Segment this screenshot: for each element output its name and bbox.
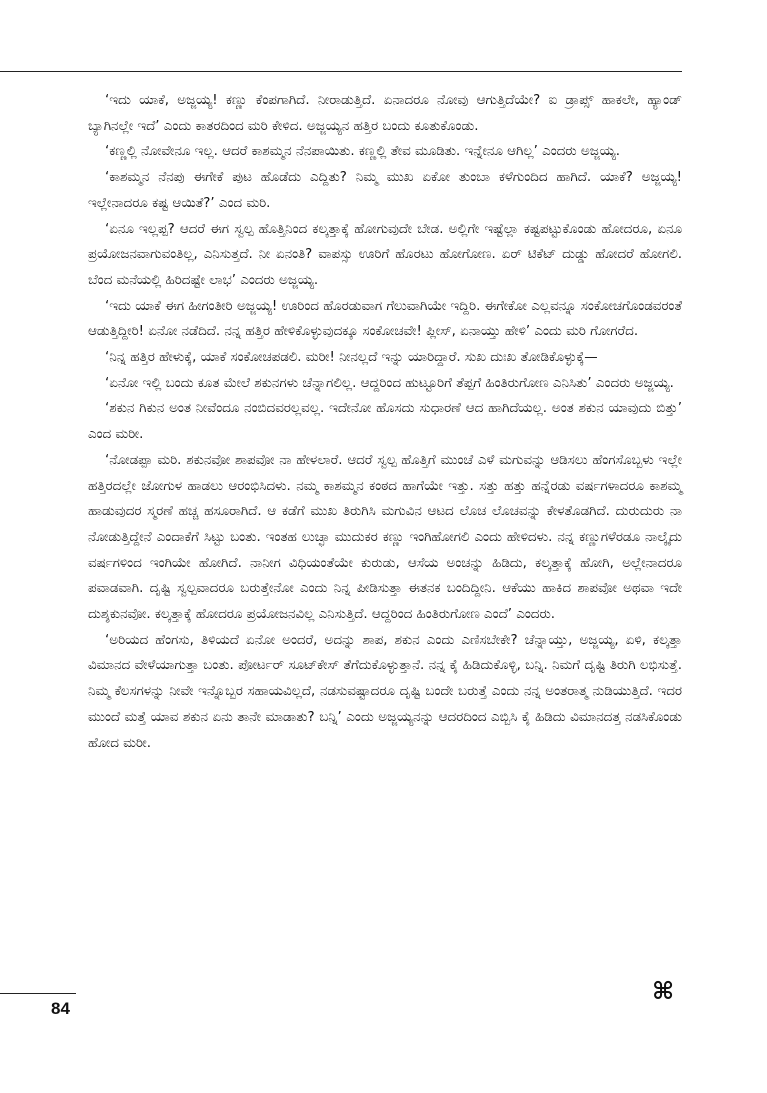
- paragraph: ‘ಇದು ಯಾಕೆ ಈಗ ಹೀಗಂತೀರಿ ಅಜ್ಜಯ್ಯ! ಊರಿಂದ ಹೊರಡುವಾಗ ಗೆಲುವಾಗಿಯೇ ಇದ್ದಿರಿ. ಈಗೇಕೋ ಎಲ್ಲವನ್ನೂ ಸಂಕೋಚಗೊಂಡವರಂತೆ ಆಡುತ್ತಿದ್ದೀರಿ! ಏನೋ ನಡೆದಿದೆ. ನನ್ನ ಹತ್ತಿರ ಹೇಳಿಕೊಳ್ಳುವುದಕ್ಕೂ ಸಂಕೋಚವೇ! ಪ್ಲೀಸ್, ಏನಾಯ್ತು ಹೇಳಿ’ ಎಂದು ಮರಿ ಗೋಗರೆದ.: [88, 298, 682, 340]
- top-rule: [0, 71, 682, 72]
- paragraph: ‘ಕಣ್ಣಲ್ಲಿ ನೋವೇನೂ ಇಲ್ಲ. ಆದರೆ ಕಾಶಮ್ಮನ ನೆನಪಾಯಿತು. ಕಣ್ಣಲ್ಲಿ ತೇವ ಮೂಡಿತು. ಇನ್ನೇನೂ ಆಗಿಲ್ಲ’ ಎಂದರು ಅಜ್ಜಯ್ಯ.: [105, 144, 621, 160]
- paragraph: ‘ನಿನ್ನ ಹತ್ತಿರ ಹೇಳುಕ್ಕೆ, ಯಾಕೆ ಸಂಕೋಚಪಡಲಿ. ಮರೀ! ನೀನಲ್ಲದೆ ಇನ್ನು ಯಾರಿದ್ದಾರೆ. ಸುಖ ದುಃಖ ತೋಡಿಕೊಳ್ಳುಕ್ಕೆ—: [105, 350, 598, 366]
- bottom-rule: [0, 993, 76, 994]
- paragraph: ‘ಕಾಶಮ್ಮನ ನೆನಪು ಈಗೇಕೆ ಪುಟ ಹೊಡೆದು ಎದ್ದಿತು? ನಿಮ್ಮ ಮುಖ ಏಕೋ ತುಂಬಾ ಕಳೆಗುಂದಿದ ಹಾಗಿದೆ. ಯಾಕೆ? ಅಜ್ಜಯ್ಯ! ಇಲ್ಲೇನಾದರೂ ಕಷ್ಟ ಆಯಿತೆ?’ ಎಂದ ಮರಿ.: [88, 170, 682, 211]
- paragraph: ‘ಶಕುನ ಗಿಕುನ ಅಂತ ನೀವೆಂದೂ ನಂಬಿದವರಲ್ಲವಲ್ಲ. ಇದೇನೋ ಹೊಸದು ಸುಧಾರಣೆ ಆದ ಹಾಗಿದೆಯಲ್ಲ. ಅಂತ ಶಕುನ ಯಾವುದು ಬಿತ್ತು’ ಎಂದ ಮರೀ.: [88, 401, 682, 443]
- paragraph: ‘ಏನೋ ಇಲ್ಲಿ ಬಂದು ಕೂತ ಮೇಲೆ ಶಕುನಗಳು ಚೆನ್ನಾಗಲಿಲ್ಲ. ಆದ್ದರಿಂದ ಹುಟ್ಟೂರಿಗೆ ತೆಪ್ಪಗೆ ಹಿಂತಿರುಗೋಣ ಎನಿಸಿತು’ ಎಂದರು ಅಜ್ಜಯ್ಯ.: [105, 375, 674, 391]
- paragraph: ‘ಇದು ಯಾಕೆ, ಅಜ್ಜಯ್ಯ! ಕಣ್ಣು ಕೆಂಪಗಾಗಿದೆ. ನೀರಾಡುತ್ತಿದೆ. ಏನಾದರೂ ನೋವು ಆಗುತ್ತಿದೆಯೇ? ಐ ಡ್ರಾಪ್ಸ್ ಹಾಕಲೇ, ಹ್ಯಾಂಡ್ ಬ್ಯಾಗಿನಲ್ಲೇ ಇದೆ’ ಎಂದು ಕಾತರದಿಂದ ಮರಿ ಕೇಳಿದ. ಅಜ್ಜಯ್ಯನ ಹತ್ತಿರ ಬಂದು ಕೂತುಕೊಂಡು.: [88, 93, 682, 134]
- section-end-icon: ⌘: [652, 977, 675, 1005]
- page-body: [88, 88, 682, 756]
- page-number: 84: [51, 999, 70, 1018]
- paragraph: ‘ನೋಡಪ್ಪಾ ಮರಿ. ಶಕುನವೋ ಶಾಪವೋ ನಾ ಹೇಳಲಾರೆ. ಆದರೆ ಸ್ವಲ್ಪ ಹೊತ್ತಿಗೆ ಮುಂಚೆ ಎಳೆ ಮಗುವನ್ನು ಆಡಿಸಲು ಹೆಂಗಸೊಬ್ಬಳು ಇಲ್ಲೇ ಹತ್ತಿರದಲ್ಲೇ ಜೋಗುಳ ಹಾಡಲು ಆರಂಭಿಸಿದಳು. ನಮ್ಮ ಕಾಶಮ್ಮನ ಕಂಠದ ಹಾಗೆಯೇ ಇತ್ತು. ಸತ್ತು ಹತ್ತು ಹನ್ನೆರಡು ವರ್ಷಗಳಾದರೂ ಕಾಶಮ್ಮ ಹಾಡುವುದರ ಸ್ಮರಣೆ ಹಚ್ಚ ಹಸೂರಾಗಿದೆ. ಆ ಕಡೆಗೆ ಮುಖ ತಿರುಗಿಸಿ ಮಗುವಿನ ಆಟದ ಲೊಚ ಲೊಚವನ್ನು ಕೇಳತೊಡಗಿದೆ. ದುರುದುರು ನಾ ನೋಡುತ್ತಿದ್ದೇನೆ ಎಂದಾಕೆಗೆ ಸಿಟ್ಟು ಬಂತು. ಇಂತಹ ಲುಚ್ಛಾ ಮುದುಕರ ಕಣ್ಣು ಇಂಗಿಹೋಗಲಿ ಎಂದು ಹೇಳಿದಳು. ನನ್ನ ಕಣ್ಣುಗಳೆರಡೂ ನಾಲ್ಕೈದು ವರ್ಷಗಳಿಂದ ಇಂಗಿಯೇ ಹೋಗಿದೆ. ನಾನೀಗ ವಿಧಿಯಂತೆಯೇ ಕುರುಡು, ಆಸೆಯ ಅಂಚನ್ನು ಹಿಡಿದು, ಕಲ್ಕತ್ತಾಕ್ಕೆ ಹೋಗಿ, ಅಲ್ಲೇನಾದರೂ ಪವಾಡವಾಗಿ. ದೃಷ್ಟಿ ಸ್ವಲ್ಪವಾದರೂ ಬರುತ್ತೇನೋ ಎಂದು ನಿನ್ನ ಪೀಡಿಸುತ್ತಾ ಈತನಕ ಬಂದಿದ್ದೀನಿ. ಆಕೆಯು ಹಾಕಿದ ಶಾಪವೋ ಅಥವಾ ಇದೇ ದುಶ್ಶಕುನವೋ. ಕಲ್ಕತ್ತಾಕ್ಕೆ ಹೋದರೂ ಪ್ರಯೋಜನವಿಲ್ಲ ಎನಿಸುತ್ತಿದೆ. ಆದ್ದರಿಂದ ಹಿಂತಿರುಗೋಣ ಎಂದೆ’ ಎಂದರು.: [88, 452, 682, 623]
- paragraph: ‘ಏನೂ ಇಲ್ಲಪ್ಪ? ಆದರೆ ಈಗ ಸ್ವಲ್ಪ ಹೊತ್ತಿನಿಂದ ಕಲ್ಕತ್ತಾಕ್ಕೆ ಹೋಗುವುದೇ ಬೇಡ. ಅಲ್ಲಿಗೇ ಇಷ್ಟೆಲ್ಲಾ ಕಷ್ಟಪಟ್ಟುಕೊಂಡು ಹೋದರೂ, ಏನೂ ಪ್ರಯೋಜನವಾಗುವಂತಿಲ್ಲ, ಎನಿಸುತ್ತದೆ. ನೀ ಏನಂತಿ? ವಾಪಸ್ಸು ಊರಿಗೆ ಹೊರಟು ಹೋಗೋಣ. ಏರ್ ಟಿಕೆಟ್ ದುಡ್ಡು ಹೋದರೆ ಹೋಗಲಿ. ಬೆಂದ ಮನೆಯಲ್ಲಿ ಹಿರಿದಷ್ಟೇ ಲಾಭ’ ಎಂದರು ಅಜ್ಜಯ್ಯ.: [88, 221, 682, 288]
- paragraph: ‘ಅರಿಯದ ಹೆಂಗಸು, ತಿಳಿಯದೆ ಏನೋ ಅಂದರೆ, ಅದನ್ನು ಶಾಪ, ಶಕುನ ಎಂದು ಎಣಿಸಬೇಕೇ? ಚೆನ್ನಾಯ್ತು, ಅಜ್ಜಯ್ಯ, ಏಳಿ, ಕಲ್ಕತ್ತಾ ವಿಮಾನದ ವೇಳೆಯಾಗುತ್ತಾ ಬಂತು. ಪೋರ್ಟರ್ ಸೂಟ್‌ಕೇಸ್ ತೆಗೆದುಕೊಳ್ಳುತ್ತಾನೆ. ನನ್ನ ಕೈ ಹಿಡಿದುಕೊಳ್ಳಿ, ಬನ್ನಿ. ನಿಮಗೆ ದೃಷ್ಟಿ ತಿರುಗಿ ಲಭಿಸುತ್ತೆ. ನಿಮ್ಮ ಕೆಲಸಗಳನ್ನು ನೀವೇ ಇನ್ನೊಬ್ಬರ ಸಹಾಯವಿಲ್ಲದೆ, ನಡಸುವಷ್ಟಾದರೂ ದೃಷ್ಟಿ ಬಂದೇ ಬರುತ್ತೆ ಎಂದು ನನ್ನ ಅಂತರಾತ್ಮ ನುಡಿಯುತ್ತಿದೆ. ಇದರ ಮುಂದೆ ಮತ್ತೆ ಯಾವ ಶಕುನ ಏನು ತಾನೇ ಮಾಡಾತು? ಬನ್ನಿ’ ಎಂದು ಅಜ್ಜಯ್ಯನನ್ನು ಆದರದಿಂದ ಎಬ್ಬಿಸಿ ಕೈ ಹಿಡಿದು ವಿಮಾನದತ್ತ ನಡಸಿಕೊಂಡು ಹೋದ ಮರೀ.: [88, 632, 682, 751]
